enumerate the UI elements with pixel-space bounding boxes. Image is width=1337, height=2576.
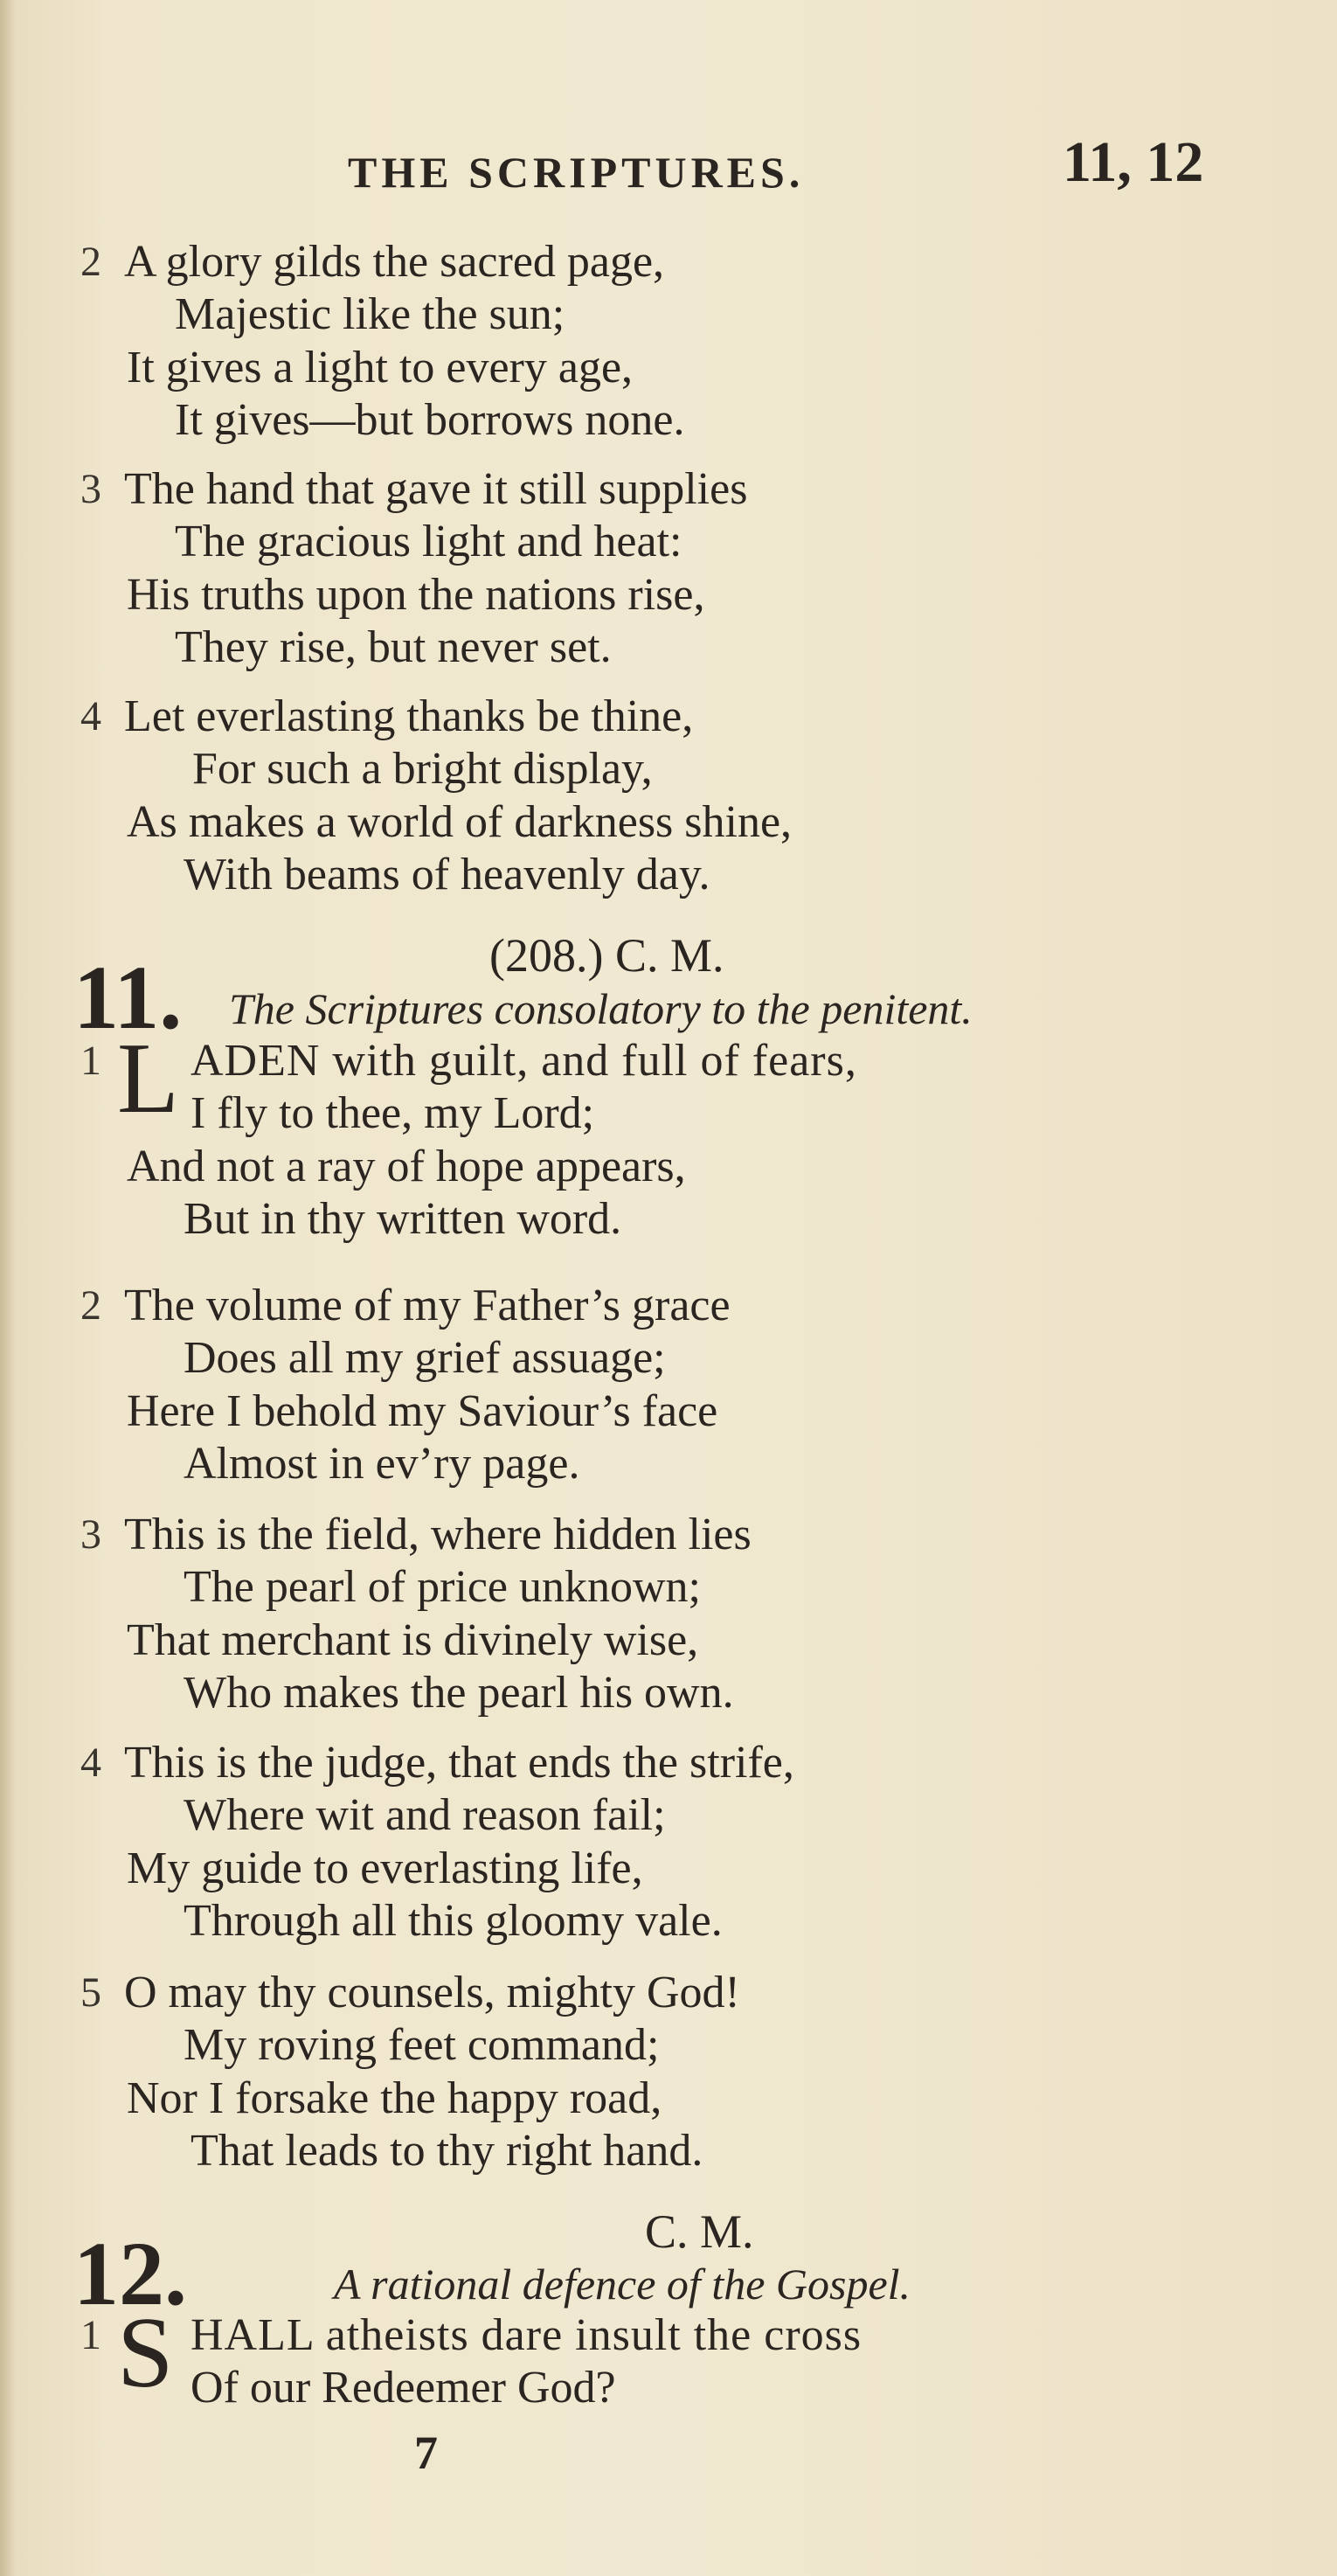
hymn-subtitle: The Scriptures consolatory to the penitent. — [229, 984, 973, 1033]
verse-number: 2 — [80, 1282, 101, 1329]
verse-line: The pearl of price unknown; — [184, 1562, 702, 1612]
verse-line: As makes a world of darkness shine, — [127, 797, 793, 847]
running-title: THE SCRIPTURES. — [348, 148, 805, 197]
verse-line: It gives a light to every age, — [127, 343, 634, 392]
page-header — [0, 129, 1337, 199]
verse-line: Of our Redeemer God? — [191, 2363, 616, 2413]
verse-number: 1 — [80, 1038, 101, 1084]
hymn-meter: (208.) C. M. — [489, 929, 724, 982]
drop-cap: S — [117, 2297, 174, 2409]
verse-line: The gracious light and heat: — [175, 517, 682, 566]
verse-line: HALL atheists dare insult the cross — [191, 2310, 862, 2360]
verse-line: Here I behold my Saviour’s face — [127, 1386, 718, 1436]
verse-line: But in thy written word. — [184, 1194, 622, 1244]
verse-line: And not a ray of hope appears, — [127, 1142, 686, 1191]
verse-line: His truths upon the nations rise, — [127, 570, 705, 620]
verse-line: It gives—but borrows none. — [175, 395, 685, 445]
verse-line: A glory gilds the sacred page, — [124, 237, 665, 287]
hymn-meter: C. M. — [645, 2205, 754, 2258]
verse-line: That leads to thy right hand. — [191, 2126, 703, 2176]
verse-line: Who makes the pearl his own. — [184, 1668, 734, 1718]
verse-line: I fly to thee, my Lord; — [191, 1088, 595, 1138]
verse-line: They rise, but never set. — [175, 622, 612, 672]
verse-line: The hand that gave it still supplies — [124, 464, 748, 514]
page-numbers: 11, 12 — [1063, 130, 1204, 194]
verse-line: ADEN with guilt, and full of fears, — [191, 1036, 857, 1086]
hymn-number: 11. — [73, 948, 183, 1048]
verse-line: Does all my grief assuage; — [184, 1333, 666, 1383]
verse-line: My roving feet command; — [184, 2020, 660, 2070]
verse-line: Where wit and reason fail; — [184, 1790, 666, 1840]
verse-line: O may thy counsels, mighty God! — [124, 1968, 740, 2017]
drop-cap: L — [117, 1023, 179, 1135]
verse-number: 4 — [80, 693, 101, 739]
verse-line: Almost in ev’ry page. — [184, 1439, 580, 1489]
verse-line: Let everlasting thanks be thine, — [124, 691, 694, 741]
verse-line: My guide to everlasting life, — [127, 1843, 643, 1893]
verse-line: The volume of my Father’s grace — [124, 1281, 731, 1330]
verse-line: Majestic like the sun; — [175, 289, 565, 339]
verse-number: 3 — [80, 466, 101, 512]
verse-number: 3 — [80, 1511, 101, 1558]
verse-number: 1 — [80, 2312, 101, 2358]
verse-line: For such a bright display, — [192, 744, 653, 794]
page-gutter-shadow — [0, 0, 16, 2576]
verse-number: 5 — [80, 1969, 101, 2016]
verse-number: 4 — [80, 1739, 101, 1786]
verse-line: That merchant is divinely wise, — [127, 1615, 699, 1665]
verse-line: This is the field, where hidden lies — [124, 1510, 752, 1559]
hymn-number: 12. — [73, 2224, 187, 2324]
hymn-subtitle: A rational defence of the Gospel. — [334, 2260, 911, 2309]
verse-line: Nor I forsake the happy road, — [127, 2073, 662, 2123]
signature-mark: 7 — [414, 2427, 438, 2479]
verse-line: With beams of heavenly day. — [184, 850, 710, 899]
verse-number: 2 — [80, 239, 101, 285]
verse-line: This is the judge, that ends the strife, — [124, 1738, 794, 1788]
verse-line: Through all this gloomy vale. — [184, 1896, 723, 1946]
